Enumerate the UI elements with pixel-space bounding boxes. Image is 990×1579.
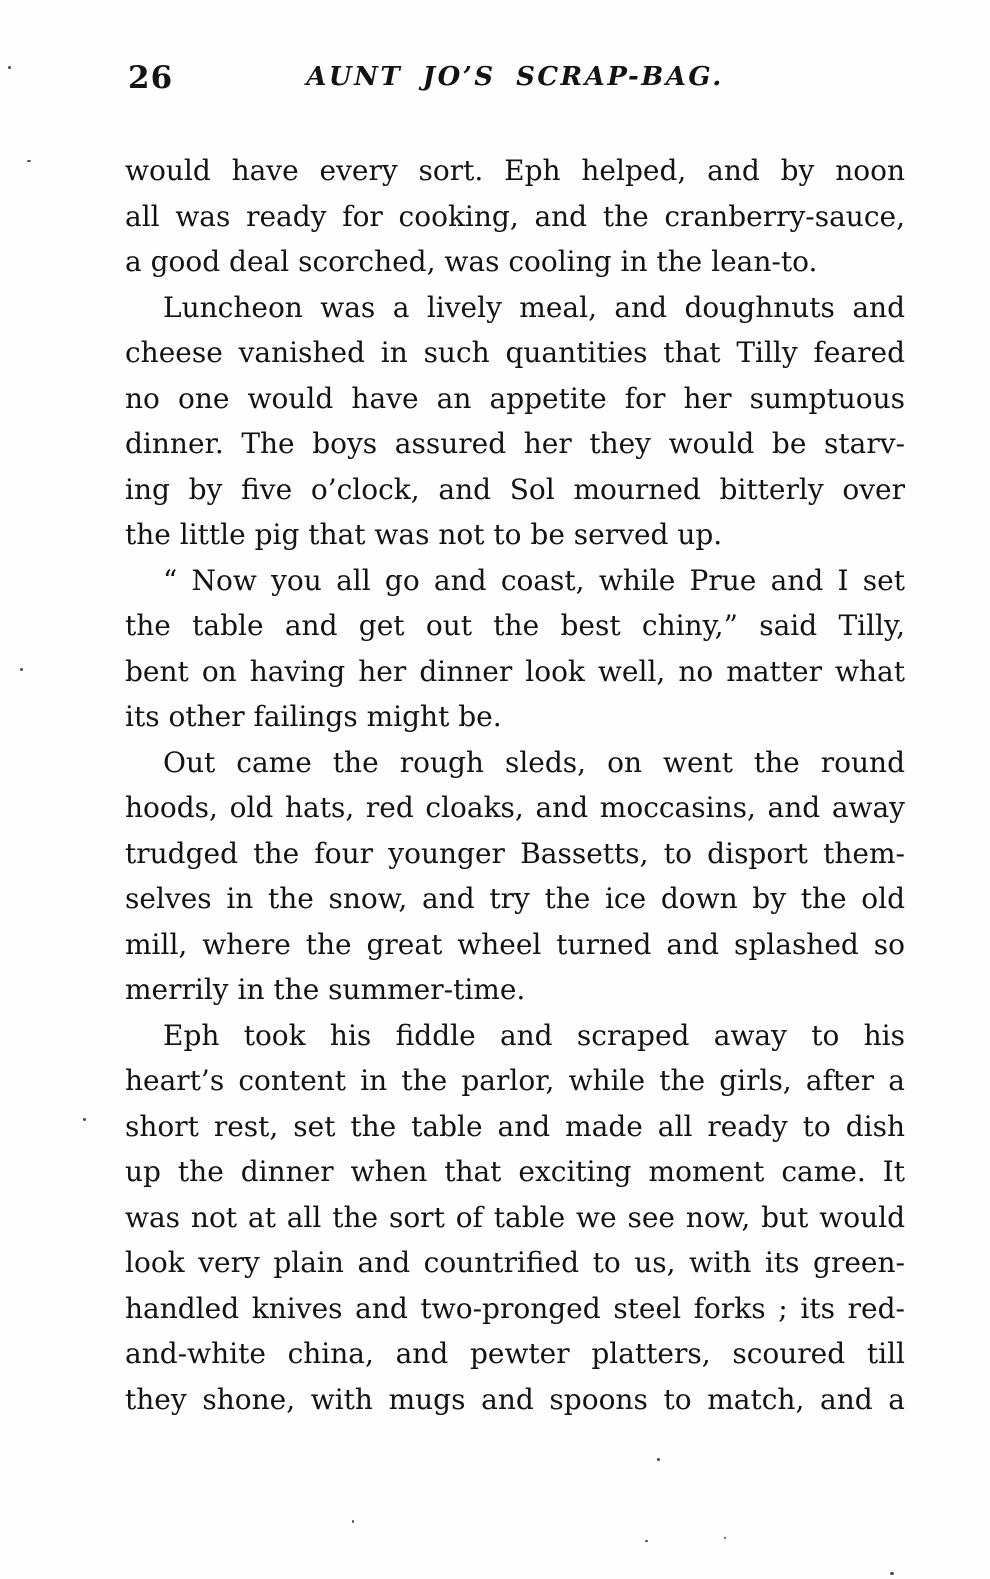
paragraph-2 xyxy=(125,285,905,558)
text-line: heart’s content in the parlor, while the girls, after a xyxy=(125,1064,905,1097)
scan-speck xyxy=(724,1537,726,1539)
text-line: trudged the four younger Bassetts, to disport them- xyxy=(125,836,905,870)
page-header xyxy=(125,58,905,100)
scan-speck xyxy=(20,668,23,671)
text-line: the little pig that was not to be served up. xyxy=(125,518,723,551)
text-line: dinner. The boys assured her they would be starv- xyxy=(125,427,905,460)
text-line: up the dinner when that exciting moment came. It xyxy=(125,1155,905,1188)
scan-speck xyxy=(645,1540,648,1542)
text-line: look very plain and countrified to us, with its green- xyxy=(125,1246,905,1279)
paragraph-3 xyxy=(125,558,905,740)
text-line: its other failings might be. xyxy=(125,700,502,733)
text-line: ing by five o’clock, and Sol mourned bitterly over xyxy=(125,472,905,506)
text-line: they shone, with mugs and spoons to match, and a xyxy=(125,1382,905,1416)
text-line: a good deal scorched, was cooling in the lean-to. xyxy=(125,245,818,278)
scan-speck xyxy=(890,1572,894,1575)
paragraph-5 xyxy=(125,1013,905,1423)
paragraph-1 xyxy=(125,148,905,285)
text-line: Out came the rough sleds, on went the round xyxy=(163,745,905,779)
scan-speck xyxy=(83,1118,86,1121)
text-line: bent on having her dinner look well, no matter what xyxy=(125,654,905,688)
scan-speck xyxy=(8,66,11,69)
page-body xyxy=(125,148,905,1422)
scan-speck xyxy=(657,1458,660,1461)
paragraph-4 xyxy=(125,740,905,1013)
text-line: cheese vanished in such quantities that Tilly feared xyxy=(125,336,905,369)
text-line: would have every sort. Eph helped, and by noon xyxy=(125,154,905,187)
scan-speck xyxy=(352,1520,354,1523)
text-line: mill, where the great wheel turned and splashed so xyxy=(125,927,905,961)
running-title: AUNT JO’S SCRAP-BAG. xyxy=(306,62,724,92)
text-line: selves in the snow, and try the ice down by the old xyxy=(125,882,905,915)
text-line: merrily in the summer-time. xyxy=(125,973,526,1006)
text-line: short rest, set the table and made all ready to dish xyxy=(125,1109,905,1143)
page-number: 26 xyxy=(128,60,174,96)
text-line: was not at all the sort of table we see now, but would xyxy=(125,1200,905,1234)
scan-speck xyxy=(27,160,31,162)
text-line: “ Now you all go and coast, while Prue and I set xyxy=(163,563,905,597)
text-line: Eph took his fiddle and scraped away to his xyxy=(163,1018,905,1052)
text-line: no one would have an appetite for her sumptuous xyxy=(125,381,905,415)
text-line: hoods, old hats, red cloaks, and moccasins, and away xyxy=(125,791,905,824)
text-line: all was ready for cooking, and the cranberry-sauce, xyxy=(125,199,905,233)
text-line: and-white china, and pewter platters, scoured till xyxy=(125,1337,905,1370)
text-line: the table and get out the best chiny,” said Tilly, xyxy=(125,609,905,642)
text-line: Luncheon was a lively meal, and doughnuts and xyxy=(163,290,905,324)
text-line: handled knives and two-pronged steel forks ; its red- xyxy=(125,1291,905,1325)
